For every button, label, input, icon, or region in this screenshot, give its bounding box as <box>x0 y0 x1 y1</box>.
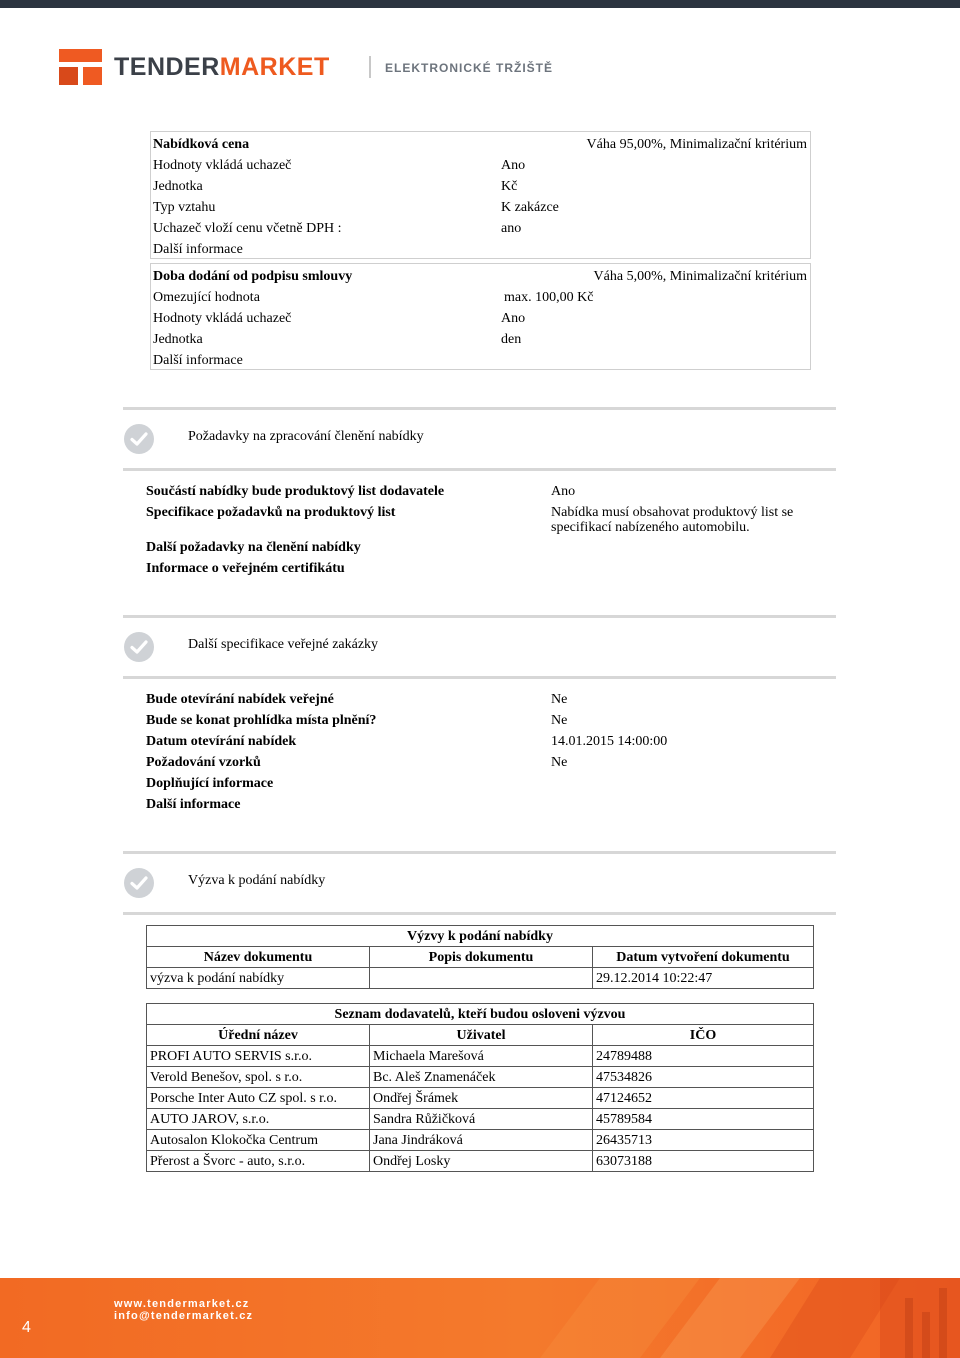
section-divider <box>123 851 836 854</box>
footer-website-link[interactable]: www.tendermarket.cz <box>114 1298 250 1310</box>
table-cell: AUTO JAROV, s.r.o. <box>147 1109 370 1130</box>
table-cell: Sandra Růžičková <box>370 1109 593 1130</box>
table-cell: Ondřej Šrámek <box>370 1088 593 1109</box>
table-row <box>147 1151 814 1172</box>
table-cell: Michaela Marešová <box>370 1046 593 1067</box>
table-cell: 29.12.2014 10:22:47 <box>593 968 814 989</box>
table-cell: Ondřej Losky <box>370 1151 593 1172</box>
table-cell: 47534826 <box>593 1067 814 1088</box>
criterion-title: Nabídková cena <box>153 137 250 152</box>
table-row <box>147 1130 814 1151</box>
suppliers-table <box>146 1003 814 1172</box>
criterion-value: Kč <box>501 179 518 194</box>
table-row <box>147 968 814 989</box>
table-cell: Přerost a Švorc - auto, s.r.o. <box>147 1151 370 1172</box>
logo-separator <box>369 56 371 78</box>
criterion-label: Typ vztahu <box>153 200 216 215</box>
page-number: 4 <box>22 1319 31 1336</box>
column-header: Uživatel <box>370 1025 593 1046</box>
section-title: Požadavky na zpracování členění nabídky <box>188 429 424 444</box>
spec-label: Doplňující informace <box>146 776 274 791</box>
requirement-label: Specifikace požadavků na produktový list <box>146 505 396 520</box>
table-cell: výzva k podání nabídky <box>147 968 370 989</box>
criterion-label: Omezující hodnota <box>153 290 260 305</box>
table-cell: Verold Benešov, spol. s r.o. <box>147 1067 370 1088</box>
table-cell: PROFI AUTO SERVIS s.r.o. <box>147 1046 370 1067</box>
criterion-value: ano <box>501 221 522 236</box>
criterion-value: K zakázce <box>501 200 559 215</box>
criterion-title: Doba dodání od podpisu smlouvy <box>153 269 353 284</box>
spec-value: Ne <box>551 713 568 728</box>
spec-value: 14.01.2015 14:00:00 <box>551 734 668 749</box>
table-cell: Bc. Aleš Znamenáček <box>370 1067 593 1088</box>
table-row <box>147 1046 814 1067</box>
logo-subtitle: ELEKTRONICKÉ TRŽIŠTĚ <box>385 61 554 75</box>
section-divider <box>123 407 836 410</box>
check-circle-icon <box>124 424 154 454</box>
table-row <box>147 1109 814 1130</box>
section-divider <box>123 912 836 915</box>
section-title: Výzva k podání nabídky <box>188 873 326 888</box>
section-divider <box>123 615 836 618</box>
section-title: Další specifikace veřejné zakázky <box>188 637 379 652</box>
table-cell: 45789584 <box>593 1109 814 1130</box>
criterion-label: Hodnoty vkládá uchazeč <box>153 311 292 326</box>
criterion-weight: Váha 5,00%, Minimalizační kritérium <box>593 269 807 284</box>
check-circle-icon <box>124 632 154 662</box>
table-cell: Autosalon Klokočka Centrum <box>147 1130 370 1151</box>
table-cell: Porsche Inter Auto CZ spol. s r.o. <box>147 1088 370 1109</box>
spec-label: Bude otevírání nabídek veřejné <box>146 692 334 707</box>
criterion-weight: Váha 95,00%, Minimalizační kritérium <box>586 137 807 152</box>
brand-part2: MARKET <box>219 53 330 81</box>
documents-table <box>146 925 814 989</box>
criterion-value: den <box>501 332 522 347</box>
table-caption: Výzvy k podání nabídky <box>147 926 814 947</box>
spec-label: Další informace <box>146 797 241 812</box>
spec-label: Datum otevírání nabídek <box>146 734 297 749</box>
column-header: Úřední název <box>147 1025 370 1046</box>
requirement-value-line2: specifikací nabízeného automobilu. <box>551 520 750 535</box>
table-cell: 24789488 <box>593 1046 814 1067</box>
table-row <box>147 1067 814 1088</box>
table-caption: Seznam dodavatelů, kteří budou osloveni výzvou <box>147 1004 814 1025</box>
table-row <box>147 1088 814 1109</box>
requirement-label: Informace o veřejném certifikátu <box>146 561 345 576</box>
criterion-value: Ano <box>501 158 526 173</box>
criterion-label: Jednotka <box>153 179 203 194</box>
requirement-value: Ano <box>551 484 576 499</box>
footer-email-link[interactable]: info@tendermarket.cz <box>114 1310 254 1322</box>
table-cell: 47124652 <box>593 1088 814 1109</box>
column-header: Popis dokumentu <box>370 947 593 968</box>
tendermarket-logo <box>59 49 330 85</box>
criterion-label: Uchazeč vloží cenu včetně DPH : <box>153 221 342 236</box>
column-header: Název dokumentu <box>147 947 370 968</box>
spec-label: Bude se konat prohlídka místa plnění? <box>146 713 377 728</box>
table-cell: 63073188 <box>593 1151 814 1172</box>
spec-value: Ne <box>551 692 568 707</box>
criterion-label: Další informace <box>153 353 243 368</box>
table-cell: Jana Jindráková <box>370 1130 593 1151</box>
section-divider <box>123 468 836 471</box>
logo-text <box>114 49 330 85</box>
spec-value: Ne <box>551 755 568 770</box>
logo-mark-icon <box>59 49 102 85</box>
check-circle-icon <box>124 868 154 898</box>
spec-label: Požadování vzorků <box>146 755 261 770</box>
criterion-label: Hodnoty vkládá uchazeč <box>153 158 292 173</box>
requirement-value: Nabídka musí obsahovat produktový list se <box>551 505 794 520</box>
top-bar <box>0 0 960 8</box>
column-header: IČO <box>593 1025 814 1046</box>
section-divider <box>123 676 836 679</box>
table-cell: 26435713 <box>593 1130 814 1151</box>
criterion-label: Jednotka <box>153 332 203 347</box>
brand-part1: TENDER <box>114 53 220 81</box>
table-cell <box>370 968 593 989</box>
criterion-value: Ano <box>501 311 526 326</box>
requirement-label: Součástí nabídky bude produktový list dodavatele <box>146 484 445 499</box>
criterion-label: Další informace <box>153 242 243 257</box>
column-header: Datum vytvoření dokumentu <box>593 947 814 968</box>
requirement-label: Další požadavky na členění nabídky <box>146 540 361 555</box>
criterion-value: max. 100,00 Kč <box>504 290 594 305</box>
